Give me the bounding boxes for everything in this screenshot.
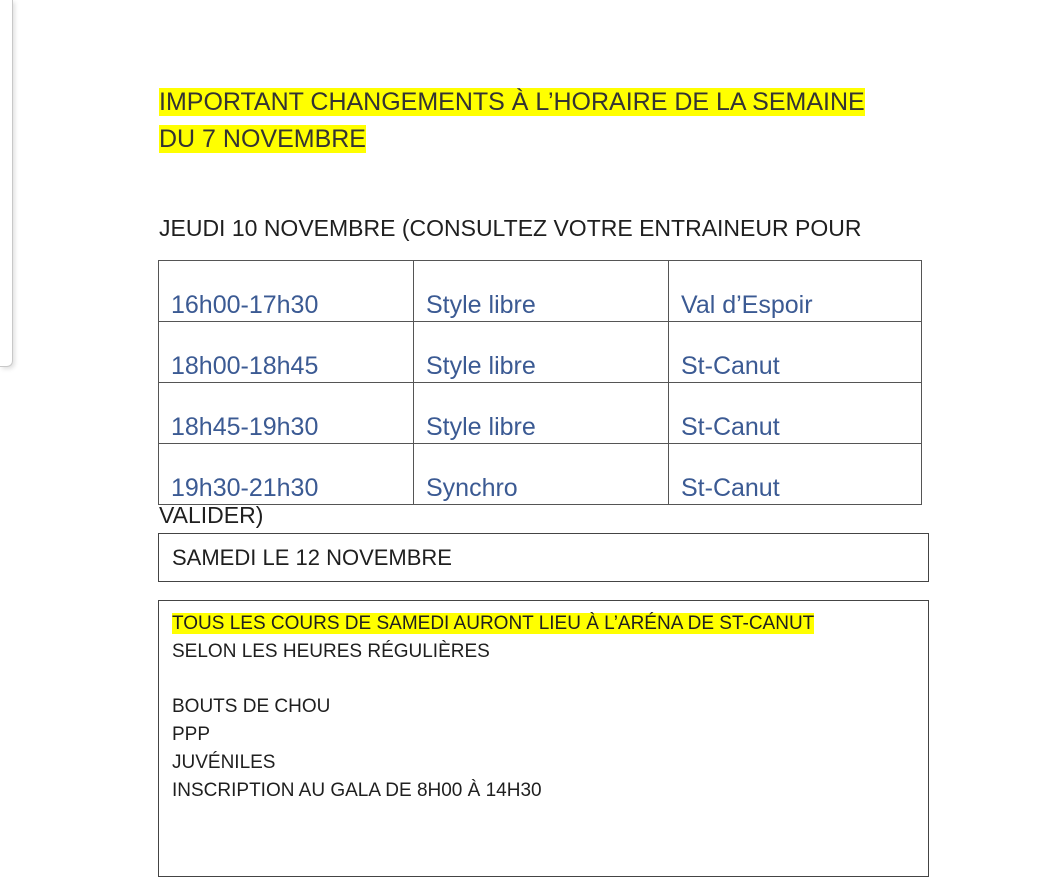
saturday-highlight: TOUS LES COURS DE SAMEDI AURONT LIEU À L’ARÉNA DE ST-CANUT bbox=[172, 613, 815, 634]
location-cell: St-Canut bbox=[669, 322, 922, 383]
thursday-heading: JEUDI 10 NOVEMBRE (CONSULTEZ VOTRE ENTRAINEUR POUR bbox=[159, 215, 862, 241]
time-cell: 19h30-21h30 bbox=[159, 444, 414, 505]
edge-shadow bbox=[0, 0, 13, 367]
table-row bbox=[159, 322, 922, 383]
saturday-heading: SAMEDI LE 12 NOVEMBRE bbox=[172, 545, 452, 570]
table-row bbox=[159, 261, 922, 322]
time-cell: 16h00-17h30 bbox=[159, 261, 414, 322]
location-cell: St-Canut bbox=[669, 383, 922, 444]
page-title bbox=[159, 84, 919, 158]
table-row bbox=[159, 444, 922, 505]
list-item: JUVÉNILES bbox=[172, 752, 276, 773]
saturday-note: SELON LES HEURES RÉGULIÈRES bbox=[172, 641, 490, 662]
thursday-heading-continuation: VALIDER) bbox=[159, 502, 264, 528]
saturday-info-box bbox=[158, 600, 929, 877]
list-item: BOUTS DE CHOU bbox=[172, 696, 331, 717]
list-item: PPP bbox=[172, 724, 211, 745]
location-cell: St-Canut bbox=[669, 444, 922, 505]
activity-cell: Synchro bbox=[414, 444, 669, 505]
saturday-heading-box bbox=[158, 533, 929, 582]
time-cell: 18h00-18h45 bbox=[159, 322, 414, 383]
title-line-1: IMPORTANT CHANGEMENTS À L’HORAIRE DE LA SEMAINE bbox=[159, 88, 865, 116]
list-item: INSCRIPTION AU GALA DE 8H00 À 14H30 bbox=[172, 780, 542, 801]
location-cell: Val d’Espoir bbox=[669, 261, 922, 322]
title-line-2: DU 7 NOVEMBRE bbox=[159, 125, 366, 153]
saturday-highlight-line bbox=[172, 611, 814, 636]
activity-cell: Style libre bbox=[414, 261, 669, 322]
table-row bbox=[159, 383, 922, 444]
time-cell: 18h45-19h30 bbox=[159, 383, 414, 444]
activity-cell: Style libre bbox=[414, 322, 669, 383]
activity-cell: Style libre bbox=[414, 383, 669, 444]
thursday-schedule-table bbox=[158, 260, 922, 505]
